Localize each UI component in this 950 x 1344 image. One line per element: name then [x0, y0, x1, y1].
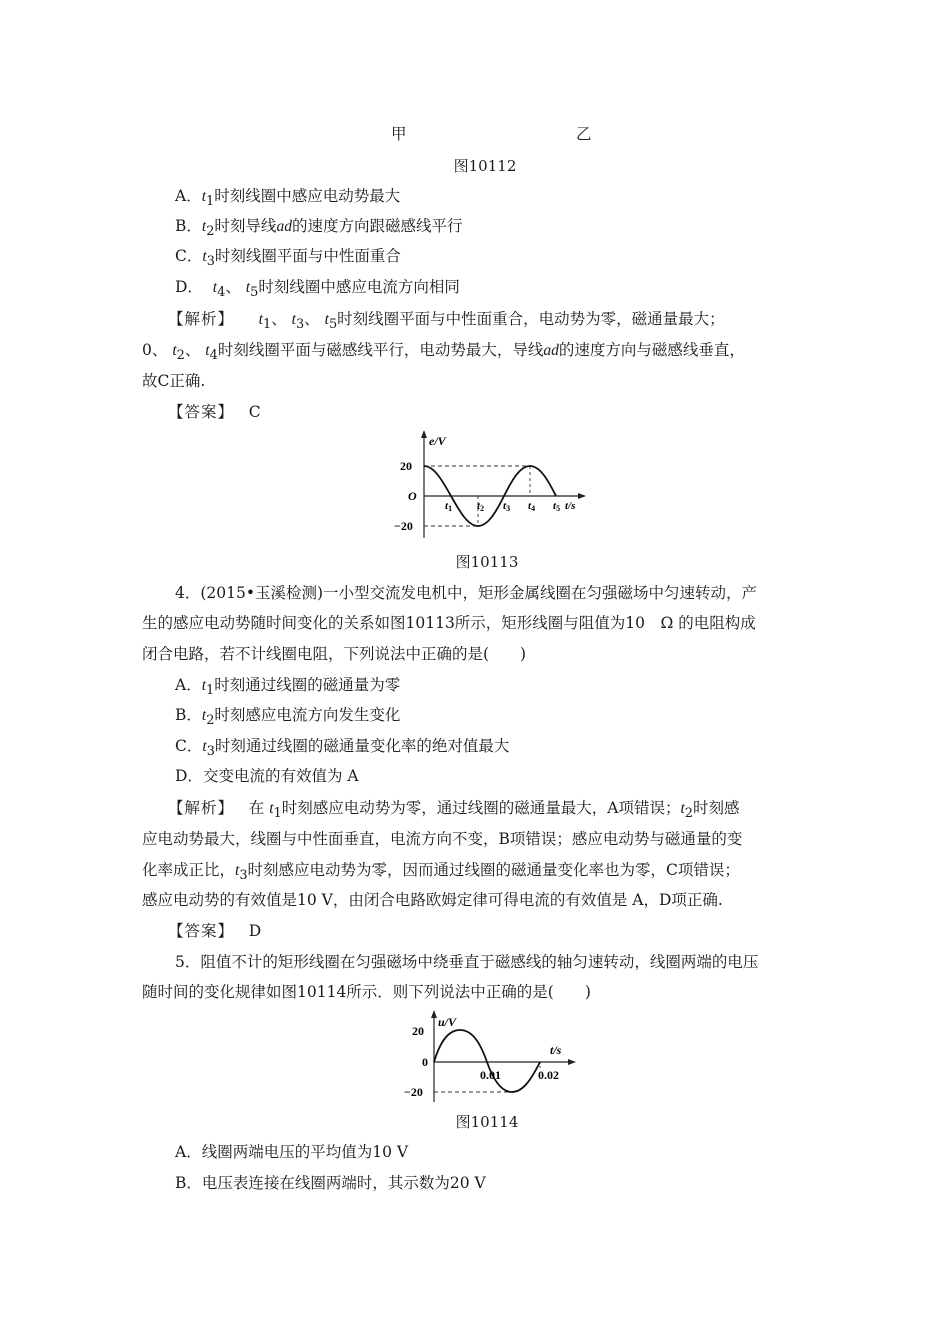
q3-analysis-line1: 【解析】 $t_1$、 $t_3$、 $t_5$时刻线圈平面与中性面重合，电动势为零，磁通量最大；	[168, 310, 725, 333]
q4-option-b: B．$t_2$时刻感应电流方向发生变化	[175, 706, 401, 729]
q4-analysis-line3: 化率成正比，$t_3$时刻感应电动势为零，因而通过线圈的磁通量变化率也为零，C项错误；	[142, 861, 740, 884]
q3-option-d: D． $t_4$、 $t_5$时刻线圈中感应电流方向相同	[175, 278, 460, 301]
x-axis-arrow	[578, 493, 586, 499]
y-tick-20: 20	[412, 1024, 424, 1038]
q5-stem-line1: 5．阻值不计的矩形线圈在匀强磁场中绕垂直于磁感线的轴匀速转动，线圈两端的电压	[175, 953, 759, 971]
figure-caption-10112: 图10112	[453, 157, 517, 175]
graph-10114	[380, 1008, 580, 1106]
q4-analysis-line4: 感应电动势的有效值是10 V，由闭合电路欧姆定律可得电流的有效值是 A，D项正确.	[142, 891, 723, 909]
figure-caption-10113: 图10113	[455, 553, 519, 571]
x-ticks	[445, 500, 560, 513]
q3-answer: 【答案】 C	[168, 403, 261, 421]
q3-analysis-line3: 故C正确.	[142, 372, 206, 390]
figure-label-jia: 甲	[391, 125, 407, 143]
q4-stem-line2: 生的感应电动势随时间变化的关系如图10113所示，矩形线圈与阻值为10 Ω 的电阻构成	[142, 614, 756, 632]
graph-10113	[360, 428, 600, 546]
q4-option-c: C．$t_3$时刻通过线圈的磁通量变化率的绝对值最大	[175, 737, 510, 760]
x-tick-t3: t3	[503, 500, 511, 513]
figure-label-yi: 乙	[576, 125, 592, 143]
y-axis-label: e/V	[429, 434, 446, 448]
q5-stem-line2: 随时间的变化规律如图10114所示．则下列说法中正确的是( )	[142, 983, 591, 1001]
q3-option-a: A．$t_1$时刻线圈中感应电动势最大	[175, 187, 401, 210]
q5-option-b: B．电压表连接在线圈两端时，其示数为20 V	[175, 1174, 486, 1192]
y-axis-arrow	[431, 1010, 437, 1018]
q4-stem-line1: 4．(2015•玉溪检测)一小型交流发电机中，矩形金属线圈在匀强磁场中匀速转动，产	[175, 584, 758, 602]
y-tick-neg20: −20	[394, 519, 413, 533]
x-axis-unit: t/s	[565, 500, 576, 512]
x-tick-t1: t1	[445, 500, 453, 513]
q4-option-d: D．交变电流的有效值为 A	[175, 767, 359, 785]
q3-analysis-line2: 0、 $t_2$、 $t_4$时刻线圈平面与磁感线平行，电动势最大，导线ad的速度方向与磁感线垂直，	[142, 341, 745, 364]
voltage-curve	[434, 1030, 540, 1092]
y-tick-neg20: −20	[404, 1085, 423, 1099]
figure-caption-10114: 图10114	[455, 1113, 519, 1131]
origin-label: O	[408, 489, 417, 503]
y-tick-20: 20	[400, 459, 412, 473]
y-axis-label: u/V	[438, 1015, 457, 1029]
q5-option-a: A．线圈两端电压的平均值为10 V	[175, 1143, 409, 1161]
x-axis-unit: t/s	[550, 1043, 562, 1057]
x-tick-t4: t4	[528, 500, 536, 513]
q4-answer: 【答案】 D	[168, 922, 262, 940]
q3-option-c: C．$t_3$时刻线圈平面与中性面重合	[175, 247, 401, 270]
q4-stem-line3: 闭合电路，若不计线圈电阻，下列说法中正确的是( )	[142, 645, 527, 663]
x-tick-002: 0.02	[538, 1068, 559, 1082]
q3-option-b: B．$t_2$时刻导线ad的速度方向跟磁感线平行	[175, 217, 463, 240]
origin-label: 0	[422, 1055, 428, 1069]
y-axis-arrow	[421, 430, 427, 438]
q4-analysis-line1: 【解析】 在 $t_1$时刻感应电动势为零，通过线圈的磁通量最大，A项错误；$t_2$时刻感	[168, 799, 740, 822]
x-tick-t2: t2	[477, 500, 485, 513]
x-axis-arrow	[568, 1059, 576, 1065]
x-tick-t5: t5	[553, 500, 561, 513]
q4-option-a: A．$t_1$时刻通过线圈的磁通量为零	[175, 676, 401, 699]
x-tick-001: 0.01	[480, 1068, 501, 1082]
q4-analysis-line2: 应电动势最大，线圈与中性面垂直，电流方向不变，B项错误；感应电动势与磁通量的变	[142, 830, 743, 848]
